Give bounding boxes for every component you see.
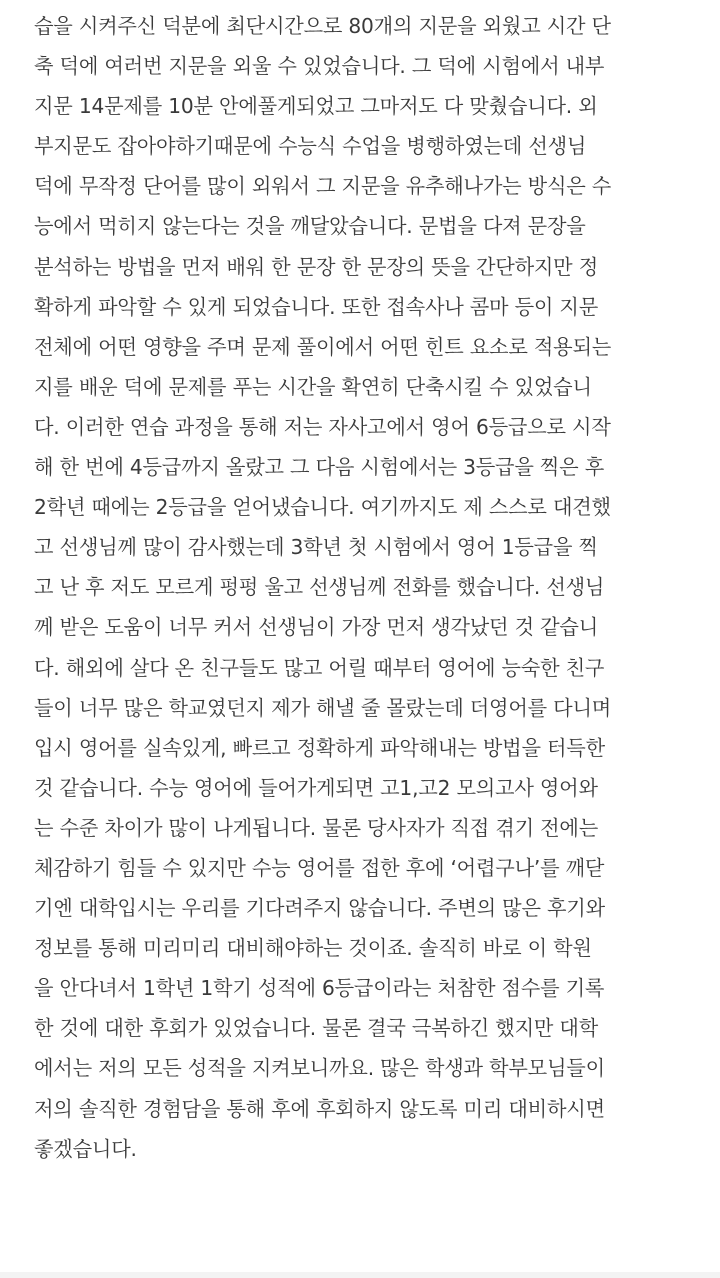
text-line: 다. 해외에 살다 온 친구들도 많고 어릴 때부터 영어에 능숙한 친구	[34, 655, 605, 680]
text-line: 고 난 후 저도 모르게 펑펑 울고 선생님께 전화를 했습니다. 선생님	[34, 575, 605, 600]
text-line: 입시 영어를 실속있게, 빠르고 정확하게 파악해내는 방법을 터득한	[34, 735, 605, 760]
text-line: 께 받은 도움이 너무 커서 선생님이 가장 먼저 생각났던 것 같습니	[34, 615, 599, 640]
text-line: 축 덕에 여러번 지문을 외울 수 있었습니다. 그 덕에 시험에서 내부	[34, 54, 605, 79]
text-line: 는 수준 차이가 많이 나게됩니다. 물론 당사자가 직접 겪기 전에는	[34, 815, 599, 840]
text-line: 고 선생님께 많이 감사했는데 3학년 첫 시험에서 영어 1등급을 찍	[34, 535, 598, 560]
text-line: 지문 14문제를 10분 안에풀게되었고 그마저도 다 맞췄습니다. 외	[34, 94, 598, 119]
text-line: 한 것에 대한 후회가 있었습니다. 물론 결국 극복하긴 했지만 대학	[34, 1016, 599, 1041]
text-line: 에서는 저의 모든 성적을 지켜보니까요. 많은 학생과 학부모님들이	[34, 1056, 605, 1081]
text-line: 확하게 파악할 수 있게 되었습니다. 또한 접속사나 콤마 등이 지문	[34, 294, 599, 319]
text-line: 능에서 먹히지 않는다는 것을 깨달았습니다. 문법을 다져 문장을	[34, 214, 586, 239]
testimonial-text	[34, 6, 699, 1169]
text-line: 해 한 번에 4등급까지 올랐고 그 다음 시험에서는 3등급을 찍은 후	[34, 455, 604, 480]
text-line: 다. 이러한 연습 과정을 통해 저는 자사고에서 영어 6등급으로 시작	[34, 414, 611, 439]
text-line: 저의 솔직한 경험담을 통해 후에 후회하지 않도록 미리 대비하시면	[34, 1096, 605, 1121]
text-line: 2학년 때에는 2등급을 얻어냈습니다. 여기까지도 제 스스로 대견했	[34, 495, 611, 520]
text-line: 체감하기 힘들 수 있지만 수능 영어를 접한 후에 ‘어렵구나’를 깨닫	[34, 855, 605, 880]
text-line: 을 안다녀서 1학년 1학기 성적에 6등급이라는 처참한 점수를 기록	[34, 976, 605, 1001]
text-line: 정보를 통해 미리미리 대비해야하는 것이죠. 솔직히 바로 이 학원	[34, 936, 592, 961]
text-line: 덕에 무작정 단어를 많이 외워서 그 지문을 유추해나가는 방식은 수	[34, 174, 612, 199]
text-line: 분석하는 방법을 먼저 배워 한 문장 한 문장의 뜻을 간단하지만 정	[34, 254, 599, 279]
text-line: 좋겠습니다.	[34, 1136, 137, 1161]
text-line: 기엔 대학입시는 우리를 기다려주지 않습니다. 주변의 많은 후기와	[34, 896, 605, 921]
bottom-divider	[0, 1272, 720, 1278]
text-line: 것 같습니다. 수능 영어에 들어가게되면 고1,고2 모의고사 영어와	[34, 775, 598, 800]
text-line: 들이 너무 많은 학교였던지 제가 해낼 줄 몰랐는데 더영어를 다니며	[34, 695, 612, 720]
text-line: 전체에 어떤 영향을 주며 문제 풀이에서 어떤 힌트 요소로 적용되는	[34, 334, 612, 359]
text-line: 습을 시켜주신 덕분에 최단시간으로 80개의 지문을 외웠고 시간 단	[34, 14, 611, 38]
text-line: 부지문도 잡아야하기때문에 수능식 수업을 병행하였는데 선생님	[34, 134, 587, 159]
text-line: 지를 배운 덕에 문제를 푸는 시간을 확연히 단축시킬 수 있었습니	[34, 374, 592, 399]
